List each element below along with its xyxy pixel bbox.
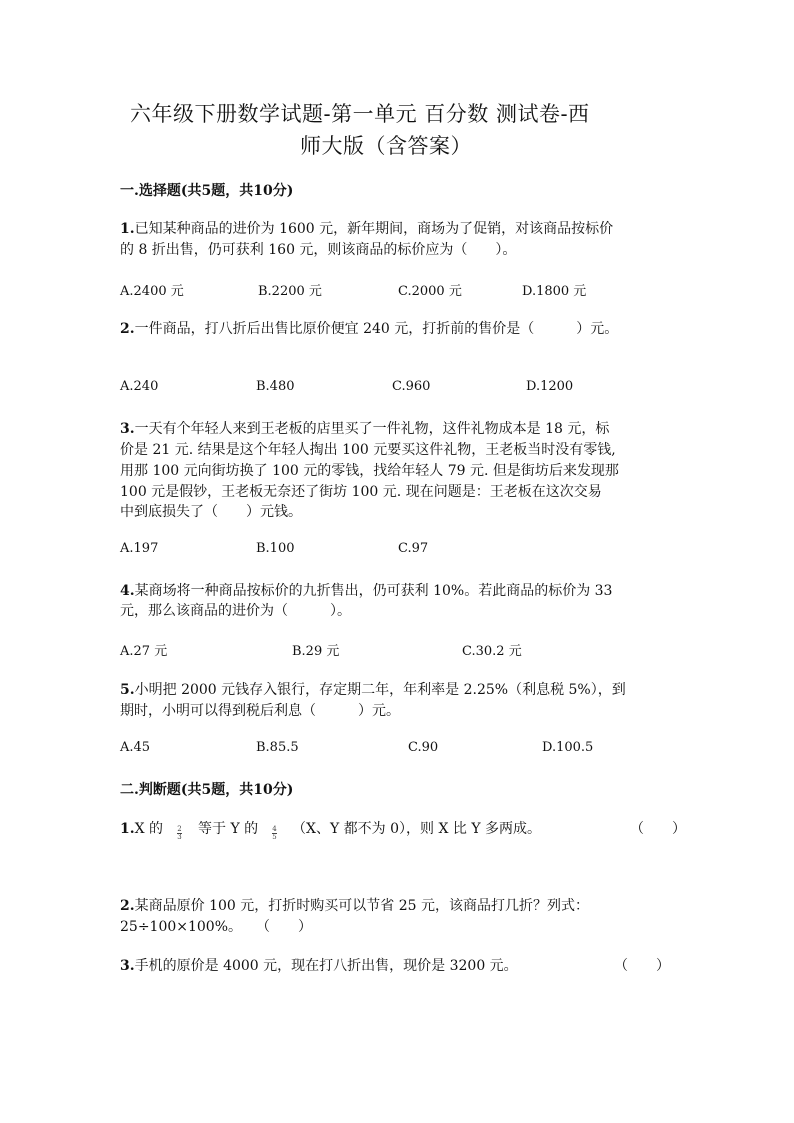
question-1-line2: 的 8 折出售，仍可获利 160 元，则该商品的标价应为（ ）。 bbox=[120, 242, 517, 258]
question-number: 1. bbox=[120, 221, 135, 237]
option-c[interactable]: C.2000 元 bbox=[398, 284, 462, 299]
option-a[interactable]: A.27 元 bbox=[120, 644, 168, 659]
fraction-numerator: 4 bbox=[272, 825, 277, 833]
option-d[interactable]: D.1800 元 bbox=[522, 284, 587, 299]
section-heading-choice: 一.选择题(共5题，共10分) bbox=[120, 183, 294, 199]
page-title-line2: 师大版（含答案） bbox=[300, 134, 472, 158]
judge-question-1-end: （X、Y 都不为 0），则 X 比 Y 多两成。 bbox=[292, 821, 542, 837]
question-5-line2: 期时，小明可以得到税后利息（ ）元。 bbox=[120, 703, 400, 719]
fraction-two-thirds bbox=[177, 826, 182, 841]
question-5-line1 bbox=[120, 679, 626, 699]
question-number: 3. bbox=[120, 958, 135, 974]
option-b[interactable]: B.480 bbox=[256, 379, 295, 394]
question-3-line5: 中到底损失了（ ）元钱。 bbox=[120, 504, 302, 520]
option-b[interactable]: B.85.5 bbox=[256, 740, 299, 755]
question-text: 某商品原价 100 元，打折时购买可以节省 25 元，该商品打几折？列式： bbox=[134, 898, 589, 914]
answer-paren[interactable]: （ ） bbox=[630, 821, 686, 837]
option-a[interactable]: A.45 bbox=[120, 740, 151, 755]
question-number: 5. bbox=[120, 682, 135, 698]
option-b[interactable]: B.29 元 bbox=[292, 644, 340, 659]
question-3-line4: 100 元是假钞，王老板无奈还了街坊 100 元. 现在问题是：王老板在这次交易 bbox=[120, 484, 602, 500]
question-number: 2. bbox=[120, 321, 135, 337]
option-d[interactable]: D.1200 bbox=[526, 379, 574, 394]
question-text: 一天有个年轻人来到王老板的店里买了一件礼物，这件礼物成本是 18 元，标 bbox=[134, 421, 610, 437]
option-a[interactable]: A.2400 元 bbox=[120, 284, 184, 299]
option-c[interactable]: C.960 bbox=[392, 379, 431, 394]
question-3-line2: 价是 21 元. 结果是这个年轻人掏出 100 元要买这件礼物，王老板当时没有零钱, bbox=[120, 442, 616, 458]
judge-question-2-line2: 25÷100×100%。 （ ） bbox=[120, 919, 313, 935]
fraction-denominator: 5 bbox=[272, 833, 277, 841]
question-3-line1 bbox=[120, 418, 609, 438]
question-3-line3: 用那 100 元向街坊换了 100 元的零钱，找给年轻人 79 元. 但是街坊后来发现那 bbox=[120, 463, 619, 479]
fraction-four-fifths bbox=[272, 826, 277, 841]
question-text: 某商场将一种商品按标价的九折售出，仍可获利 10%。若此商品的标价为 33 bbox=[134, 583, 613, 599]
answer-paren[interactable]: （ ） bbox=[614, 958, 670, 974]
judge-question-1-mid: 等于 Y 的 bbox=[198, 821, 259, 837]
question-4-line2: 元，那么该商品的进价为（ ）。 bbox=[120, 603, 351, 619]
option-c[interactable]: C.90 bbox=[408, 740, 439, 755]
fraction-numerator: 2 bbox=[177, 825, 182, 833]
option-b[interactable]: B.2200 元 bbox=[258, 284, 322, 299]
question-text: 手机的原价是 4000 元，现在打八折出售，现价是 3200 元。 bbox=[134, 958, 518, 974]
question-text: 已知某种商品的进价为 1600 元，新年期间，商场为了促销，对该商品按标价 bbox=[134, 221, 614, 237]
question-4-line1 bbox=[120, 580, 612, 600]
question-number: 1. bbox=[120, 821, 135, 837]
question-text: 小明把 2000 元钱存入银行，存定期二年，年利率是 2.25%（利息税 5%），到 bbox=[134, 682, 626, 698]
judge-question-1-start bbox=[120, 818, 163, 838]
option-c[interactable]: C.97 bbox=[398, 541, 429, 556]
option-b[interactable]: B.100 bbox=[256, 541, 295, 556]
page-title-line1: 六年级下册数学试题-第一单元 百分数 测试卷-西 bbox=[130, 102, 590, 126]
question-2-line1 bbox=[120, 318, 618, 338]
question-text: X 的 bbox=[134, 821, 164, 837]
option-d[interactable]: D.100.5 bbox=[542, 740, 594, 755]
question-number: 3. bbox=[120, 421, 135, 437]
section-heading-judge: 二.判断题(共5题，共10分) bbox=[120, 782, 294, 798]
option-c[interactable]: C.30.2 元 bbox=[462, 644, 522, 659]
question-1-line1 bbox=[120, 218, 613, 238]
option-a[interactable]: A.240 bbox=[120, 379, 159, 394]
judge-question-2-line1 bbox=[120, 895, 589, 915]
fraction-denominator: 3 bbox=[177, 833, 182, 841]
judge-question-3 bbox=[120, 955, 518, 975]
question-text: 一件商品，打八折后出售比原价便宜 240 元，打折前的售价是（ ）元。 bbox=[134, 321, 619, 337]
question-number: 4. bbox=[120, 583, 135, 599]
question-number: 2. bbox=[120, 898, 135, 914]
option-a[interactable]: A.197 bbox=[120, 541, 159, 556]
